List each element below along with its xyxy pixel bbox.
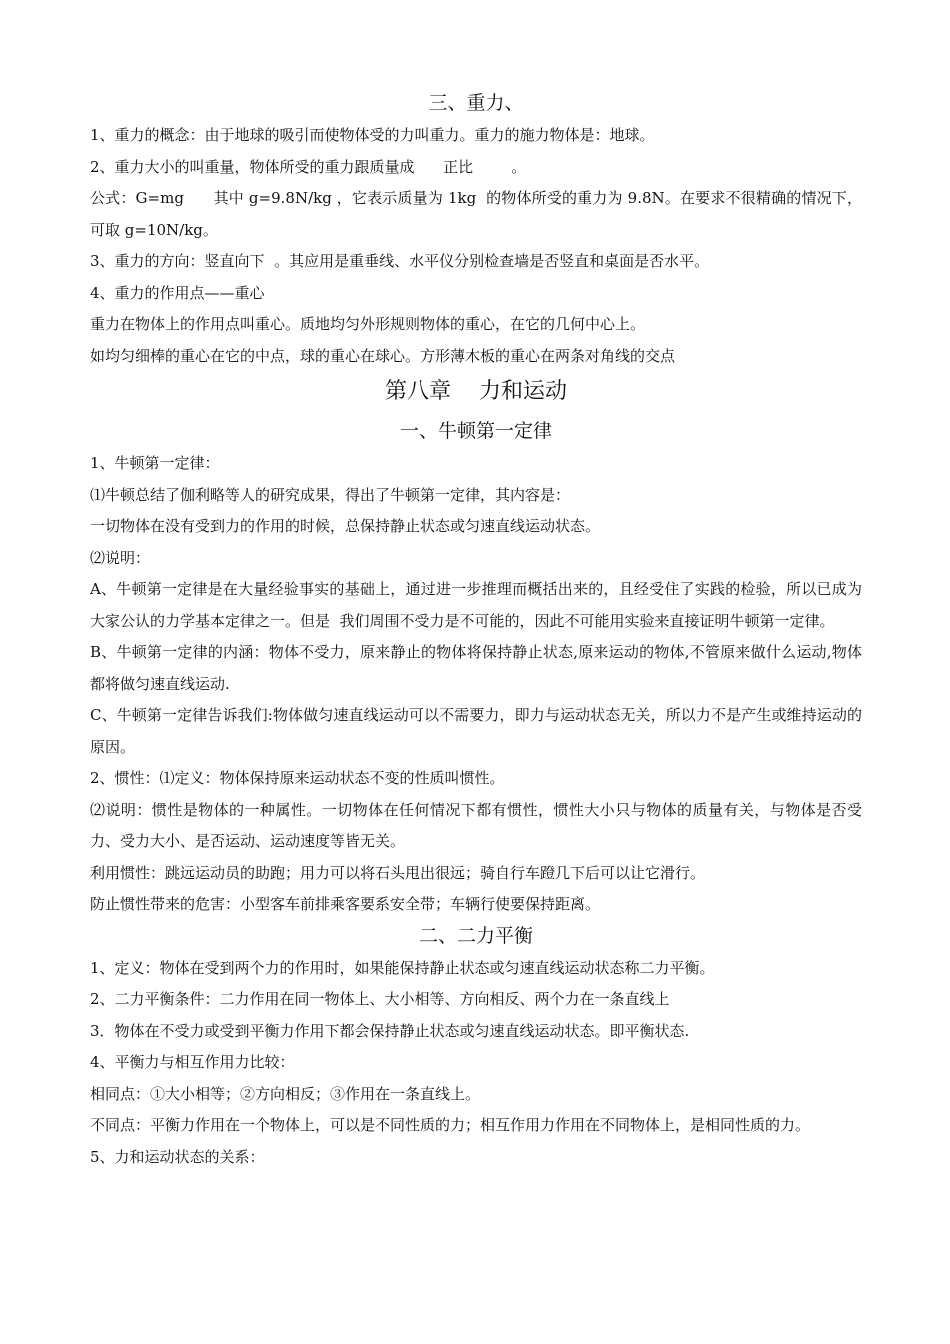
balance-line-3: 3．物体在不受力或受到平衡力作用下都会保持静止状态或匀速直线运动状态。即平衡状态. (90, 1021, 690, 1040)
inertia-explanation: ⑵说明：惯性是物体的一种属性。一切物体在任何情况下都有惯性，惯性大小只与物体的质量有关，与物体是否受力、受力大小、是否运动、运动速度等皆无关。 (90, 800, 862, 850)
inertia-use: 利用惯性：跳远运动员的助跑；用力可以将石头甩出很远；骑自行车蹬几下后可以让它滑行。 (90, 863, 706, 882)
chapter-title: 第八章 力和运动 (385, 379, 567, 404)
section-heading-gravity: 三、重力、 (428, 92, 524, 114)
newton-para-a: A、牛顿第一定律是在大量经验事实的基础上，通过进一步推理而概括出来的，且经受住了实践的检验，所以已成为大家公认的力学基本定律之一。但是 我们周围不受力是不可能的，因此不可能用实验来直接证明牛顿第一定律。 (90, 580, 862, 630)
section-heading-newton: 一、牛顿第一定律 (399, 420, 552, 442)
balance-line-6: 不同点：平衡力作用在一个物体上，可以是不同性质的力；相互作用力作用在不同物体上，是相同性质的力。 (90, 1116, 811, 1134)
balance-line-4: 4、平衡力与相互作用力比较： (90, 1053, 295, 1071)
newton-para-b: B、牛顿第一定律的内涵：物体不受力，原来静止的物体将保持静止状态,原来运动的物体,不管原来做什么运动,物体都将做匀速直线运动. (90, 643, 862, 693)
gravity-line-direction: 3、重力的方向：竖直向下 。其应用是重垂线、水平仪分别检查墙是否竖直和桌面是否水平。 (90, 252, 710, 270)
newton-line-4: ⑵说明： (90, 548, 151, 567)
balance-line-2: 2、二力平衡条件：二力作用在同一物体上、大小相等、方向相反、两个力在一条直线上 (90, 990, 670, 1008)
gravity-line-center-def: 重力在物体上的作用点叫重心。质地均匀外形规则物体的重心，在它的几何中心上。 (90, 315, 646, 333)
inertia-definition: 2、惯性：⑴定义：物体保持原来运动状态不变的性质叫惯性。 (90, 769, 505, 787)
section-heading-balance: 二、二力平衡 (418, 924, 533, 947)
inertia-prevent: 防止惯性带来的危害：小型客车前排乘客要系安全带；车辆行使要保持距离。 (90, 895, 601, 913)
newton-line-3: 一切物体在没有受到力的作用的时候，总保持静止状态或匀速直线运动状态。 (90, 517, 601, 535)
newton-line-2: ⑴牛顿总结了伽利略等人的研究成果，得出了牛顿第一定律，其内容是： (90, 485, 571, 504)
gravity-line-2: 2、重力大小的叫重量，物体所受的重力跟质量成 正比 。 (90, 157, 527, 176)
gravity-line-1: 1、重力的概念：由于地球的吸引而使物体受的力叫重力。重力的施力物体是：地球。 (90, 126, 655, 144)
newton-para-c: C、牛顿第一定律告诉我们:物体做匀速直线运动可以不需要力，即力与运动状态无关，所以力不是产生或维持运动的原因。 (90, 706, 862, 756)
newton-line-1: 1、牛顿第一定律： (90, 454, 220, 472)
gravity-line-center-example: 如均匀细棒的重心在它的中点，球的重心在球心。方形薄木板的重心在两条对角线的交点 (90, 346, 676, 365)
balance-line-5: 相同点：①大小相等；②方向相反；③作用在一条直线上。 (90, 1084, 481, 1103)
balance-line-7: 5、力和运动状态的关系： (90, 1147, 265, 1166)
gravity-line-formula: 公式：G=mg 其中 g=9.8N/kg ，它表示质量为 1kg 的物体所受的重力为 9.8N。在要求不很精确的情况下，可取 g=10N/kg。 (90, 189, 862, 239)
balance-line-1: 1、定义：物体在受到两个力的作用时，如果能保持静止状态或匀速直线运动状态称二力平衡。 (90, 958, 715, 977)
gravity-line-center-title: 4、重力的作用点——重心 (90, 283, 265, 302)
